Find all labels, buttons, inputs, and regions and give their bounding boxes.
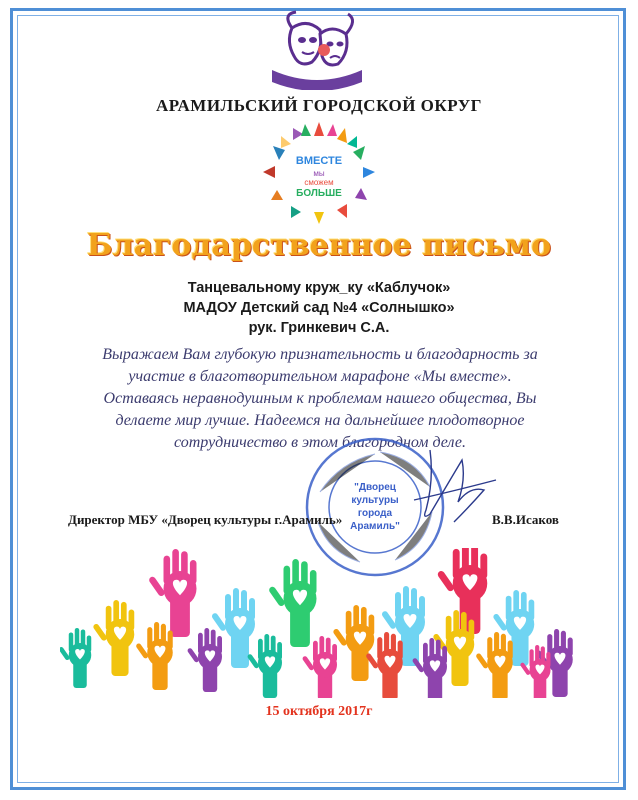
stamp-text-2: культуры <box>351 495 399 506</box>
logo-text-1: ВМЕСТЕ <box>295 155 343 167</box>
recipient-line-1: Танцевальному круж_ку «Каблучок» <box>187 280 451 296</box>
hands-circle-logo <box>255 118 383 228</box>
certificate-title: Благодарственное письмо <box>86 228 552 263</box>
body-line: делаете мир лучше. Надеемся на дальнейшее плодотворное <box>115 412 525 429</box>
issue-date: 15 октября 2017г <box>265 704 373 719</box>
stamp-text-4: Арамиль" <box>350 521 400 532</box>
logo-text-4: БОЛЬШЕ <box>296 188 342 199</box>
director-title: Директор МБУ «Дворец культуры г.Арамиль» <box>68 512 343 527</box>
body-line: Оставаясь неравнодушным к проблемам нашего общества, Вы <box>103 390 537 407</box>
recipient-line-3: рук. Гринкевич С.А. <box>248 320 390 336</box>
body-line: Выражаем Вам глубокую признательность и благодарность за <box>102 346 538 363</box>
body-line: сотрудничество в этом благородном деле. <box>174 434 466 451</box>
stamp-text-1: "Дворец <box>354 482 396 493</box>
body-line: участие в благотворительном марафоне «Мы вместе». <box>128 368 512 385</box>
logo-text-3: сможем <box>304 178 334 187</box>
signer-name: В.В.Исаков <box>492 512 559 527</box>
raised-hands-illustration <box>60 548 590 698</box>
recipient-line-2: МАДОУ Детский сад №4 «Солнышко» <box>183 300 455 316</box>
stamp-text-3: города <box>357 508 393 519</box>
org-title: АРАМИЛЬСКИЙ ГОРОДСКОЙ ОКРУГ <box>156 96 482 115</box>
logo-text-2: мы <box>313 169 325 178</box>
theatre-masks-logo <box>262 10 372 90</box>
